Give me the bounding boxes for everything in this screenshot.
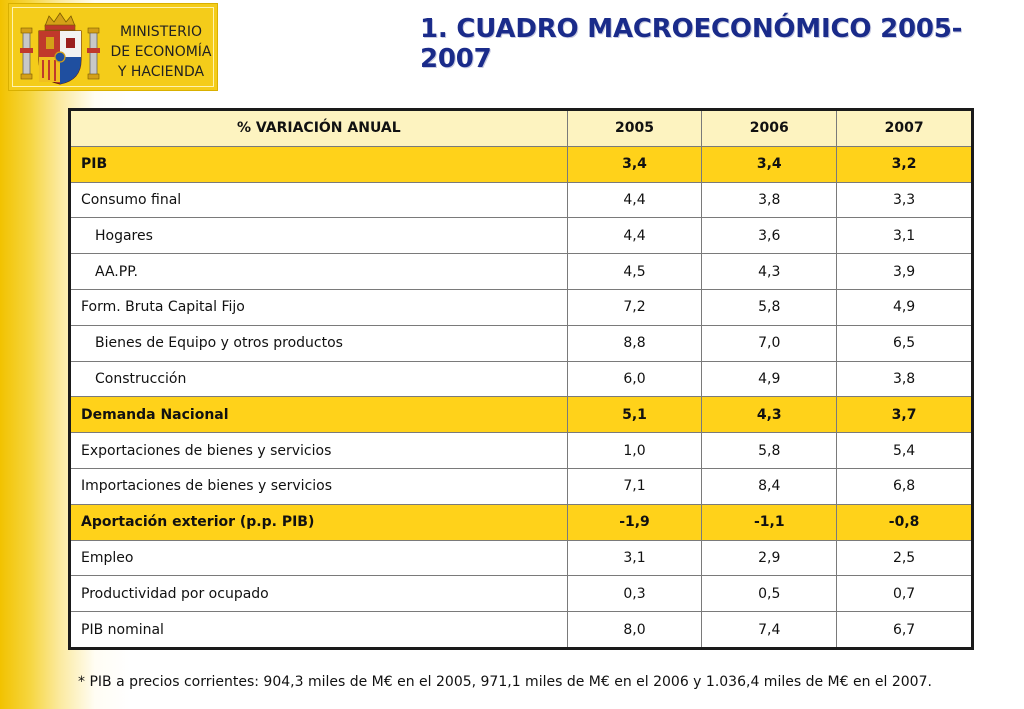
value-2005: 5,1 bbox=[567, 397, 702, 433]
value-2005: -1,9 bbox=[567, 504, 702, 540]
value-2005: 8,8 bbox=[567, 325, 702, 361]
value-2007: 6,5 bbox=[837, 325, 973, 361]
value-2007: 3,8 bbox=[837, 361, 973, 397]
value-2006: 3,4 bbox=[702, 146, 837, 182]
value-2005: 4,5 bbox=[567, 254, 702, 290]
row-label: Empleo bbox=[70, 540, 568, 576]
ministry-line-3: Y HACIENDA bbox=[117, 64, 205, 80]
row-label: AA.PP. bbox=[70, 254, 568, 290]
page-title: 1. CUADRO MACROECONÓMICO 2005-2007 bbox=[420, 14, 963, 74]
value-2006: 4,3 bbox=[702, 254, 837, 290]
row-label: Exportaciones de bienes y servicios bbox=[70, 433, 568, 469]
value-2006: 8,4 bbox=[702, 468, 837, 504]
table-row-construccion bbox=[70, 361, 973, 397]
value-2007: 3,3 bbox=[837, 182, 973, 218]
row-label: Demanda Nacional bbox=[70, 397, 568, 433]
column-header-2007: 2007 bbox=[837, 110, 973, 147]
row-label: Hogares bbox=[70, 218, 568, 254]
value-2006: 4,3 bbox=[702, 397, 837, 433]
value-2007: 6,7 bbox=[837, 612, 973, 649]
value-2005: 3,1 bbox=[567, 540, 702, 576]
column-header-2006: 2006 bbox=[702, 110, 837, 147]
value-2006: 3,8 bbox=[702, 182, 837, 218]
row-label: PIB bbox=[70, 146, 568, 182]
value-2007: 3,9 bbox=[837, 254, 973, 290]
value-2006: 0,5 bbox=[702, 576, 837, 612]
value-2005: 1,0 bbox=[567, 433, 702, 469]
value-2007: 6,8 bbox=[837, 468, 973, 504]
value-2005: 4,4 bbox=[567, 182, 702, 218]
value-2005: 6,0 bbox=[567, 361, 702, 397]
value-2006: 5,8 bbox=[702, 290, 837, 326]
value-2005: 7,2 bbox=[567, 290, 702, 326]
table-row-exportaciones bbox=[70, 433, 973, 469]
value-2005: 7,1 bbox=[567, 468, 702, 504]
row-label: Form. Bruta Capital Fijo bbox=[70, 290, 568, 326]
row-label: Construcción bbox=[70, 361, 568, 397]
row-label: Consumo final bbox=[70, 182, 568, 218]
row-label: PIB nominal bbox=[70, 612, 568, 649]
table-row-aportacion-exterior bbox=[70, 504, 973, 540]
value-2006: 3,6 bbox=[702, 218, 837, 254]
value-2007: 3,7 bbox=[837, 397, 973, 433]
ministry-line-2: DE ECONOMÍA bbox=[110, 44, 212, 60]
value-2006: 5,8 bbox=[702, 433, 837, 469]
value-2007: 5,4 bbox=[837, 433, 973, 469]
column-header-variation: % VARIACIÓN ANUAL bbox=[70, 110, 568, 147]
value-2005: 3,4 bbox=[567, 146, 702, 182]
table-row-demanda-nacional bbox=[70, 397, 973, 433]
coat-of-arms-icon bbox=[19, 10, 101, 86]
value-2007: 4,9 bbox=[837, 290, 973, 326]
value-2007: 0,7 bbox=[837, 576, 973, 612]
value-2007: -0,8 bbox=[837, 504, 973, 540]
value-2006: 4,9 bbox=[702, 361, 837, 397]
ministry-name bbox=[105, 22, 217, 82]
row-label: Aportación exterior (p.p. PIB) bbox=[70, 504, 568, 540]
ministry-logo bbox=[8, 3, 218, 91]
value-2007: 2,5 bbox=[837, 540, 973, 576]
table-row-importaciones bbox=[70, 468, 973, 504]
table-row-pib bbox=[70, 146, 973, 182]
value-2006: 7,4 bbox=[702, 612, 837, 649]
value-2007: 3,1 bbox=[837, 218, 973, 254]
row-label: Importaciones de bienes y servicios bbox=[70, 468, 568, 504]
row-label: Productividad por ocupado bbox=[70, 576, 568, 612]
value-2006: 7,0 bbox=[702, 325, 837, 361]
footnote: * PIB a precios corrientes: 904,3 miles de M€ en el 2005, 971,1 miles de M€ en el 2006 y 1.036,4 miles de M€ en el 2007. bbox=[78, 674, 932, 690]
value-2005: 8,0 bbox=[567, 612, 702, 649]
row-label: Bienes de Equipo y otros productos bbox=[70, 325, 568, 361]
value-2007: 3,2 bbox=[837, 146, 973, 182]
value-2006: 2,9 bbox=[702, 540, 837, 576]
value-2005: 0,3 bbox=[567, 576, 702, 612]
value-2006: -1,1 bbox=[702, 504, 837, 540]
ministry-line-1: MINISTERIO bbox=[120, 24, 202, 40]
table-row-bienes-equipo bbox=[70, 325, 973, 361]
table-row-fbcf bbox=[70, 290, 973, 326]
macro-table bbox=[68, 108, 974, 650]
table-row-empleo bbox=[70, 540, 973, 576]
table-row-productividad bbox=[70, 576, 973, 612]
table-header-row bbox=[70, 110, 973, 147]
table-row-consumo-final bbox=[70, 182, 973, 218]
table-row-aapp bbox=[70, 254, 973, 290]
table-row-pib-nominal bbox=[70, 612, 973, 649]
value-2005: 4,4 bbox=[567, 218, 702, 254]
column-header-2005: 2005 bbox=[567, 110, 702, 147]
table-row-hogares bbox=[70, 218, 973, 254]
